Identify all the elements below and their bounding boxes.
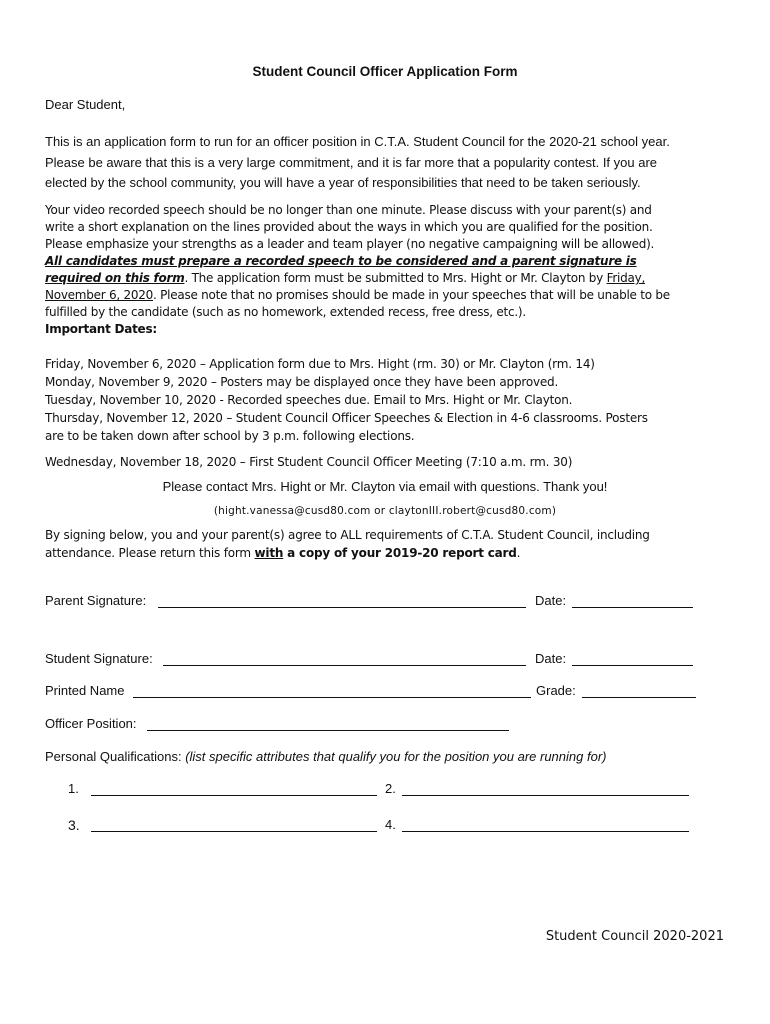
footer-text: Student Council 2020-2021 xyxy=(545,929,724,944)
requirement-text-end: required on this form xyxy=(45,271,185,285)
date-item: Tuesday, November 10, 2020 - Recorded speeches due. Email to Mrs. Hight or Mr. Clayton. xyxy=(45,393,573,407)
qualification-number-3: 3. xyxy=(68,817,80,833)
qualifications-label: Personal Qualifications: xyxy=(45,749,182,764)
agree-with: with xyxy=(254,546,284,560)
requirement-line xyxy=(45,253,670,270)
date-item: Thursday, November 12, 2020 – Student Council Officer Speeches & Election in 4-6 classrooms. Posters xyxy=(45,411,648,425)
student-date-label: Date: xyxy=(535,651,567,666)
agreement-line: attendance. Please return this form with a copy of your 2019-20 report card. xyxy=(45,546,521,560)
speech-paragraph xyxy=(45,202,670,338)
first-meeting: Wednesday, November 18, 2020 – First Student Council Officer Meeting (7:10 a.m. rm. 30) xyxy=(45,455,573,469)
qualification-line-3[interactable] xyxy=(91,831,377,832)
deadline-date: November 6, 2020 xyxy=(45,288,154,302)
promise-line: fulfilled by the candidate (such as no homework, extended recess, free dress, etc.). xyxy=(45,305,526,319)
salutation: Dear Student, xyxy=(45,97,126,112)
student-signature-line[interactable] xyxy=(163,665,526,666)
submit-text: . The application form must be submitted to Mrs. Hight or Mr. Clayton by xyxy=(184,271,607,285)
student-date-line[interactable] xyxy=(572,665,693,666)
agreement-paragraph xyxy=(45,526,650,562)
date-item: are to be taken down after school by 3 p.m. following elections. xyxy=(45,429,415,443)
qualification-number-4: 4. xyxy=(385,817,396,832)
officer-position-line[interactable] xyxy=(147,730,509,731)
contact-text: Please contact Mrs. Hight or Mr. Clayton via email with questions. Thank you! xyxy=(162,479,608,494)
agree-copy: a copy of your 2019-20 report card xyxy=(283,546,517,560)
dates-list xyxy=(45,355,648,445)
form-title: Student Council Officer Application Form xyxy=(252,64,518,79)
requirement-text: All candidates must prepare a recorded speech to be considered and a parent signature is xyxy=(45,254,637,268)
important-dates-heading: Important Dates: xyxy=(45,322,157,336)
qualification-line-1[interactable] xyxy=(91,795,377,796)
deadline-line xyxy=(45,287,670,304)
intro-line: elected by the school community, you will have a year of responsibilities that need to be taken seriously. xyxy=(45,175,641,190)
speech-line: Your video recorded speech should be no longer than one minute. Please discuss with your parent(s) and xyxy=(45,203,652,217)
parent-date-line[interactable] xyxy=(572,607,693,608)
qualification-number-2: 2. xyxy=(385,781,396,796)
agreement-line: By signing below, you and your parent(s) agree to ALL requirements of C.T.A. Student Council, including xyxy=(45,528,650,542)
qualification-number-1: 1. xyxy=(68,781,79,796)
intro-paragraph xyxy=(45,132,670,194)
grade-label: Grade: xyxy=(536,683,576,698)
printed-name-label: Printed Name xyxy=(45,683,125,698)
speech-line: Please emphasize your strengths as a leader and team player (no negative campaigning will be allowed). xyxy=(45,237,655,251)
qualification-line-2[interactable] xyxy=(402,795,689,796)
qualifications-heading xyxy=(45,749,606,764)
qualifications-hint: (list specific attributes that qualify you for the position you are running for) xyxy=(185,749,607,764)
parent-signature-label: Parent Signature: xyxy=(45,593,147,608)
intro-line: This is an application form to run for an officer position in C.T.A. Student Council for the 2020-21 school year. xyxy=(45,134,670,149)
parent-date-label: Date: xyxy=(535,593,567,608)
speech-line: write a short explanation on the lines provided about the ways in which you are qualified for the position. xyxy=(45,220,653,234)
student-signature-label: Student Signature: xyxy=(45,651,153,666)
date-item: Monday, November 9, 2020 – Posters may be displayed once they have been approved. xyxy=(45,375,559,389)
printed-name-line[interactable] xyxy=(133,697,531,698)
officer-position-label: Officer Position: xyxy=(45,716,137,731)
date-item: Friday, November 6, 2020 – Application form due to Mrs. Hight (rm. 30) or Mr. Clayton (rm. 14) xyxy=(45,357,595,371)
intro-line: Please be aware that this is a very large commitment, and it is far more that a popularity contest. If you are xyxy=(45,154,658,170)
grade-line[interactable] xyxy=(582,697,696,698)
contact-emails: (hight.vanessa@cusd80.com or claytonIII.robert@cusd80.com) xyxy=(213,505,557,517)
deadline-day: Friday, xyxy=(606,271,646,285)
promise-text: . Please note that no promises should be made in your speeches that will be unable to be xyxy=(153,288,670,302)
parent-signature-line[interactable] xyxy=(158,607,526,608)
submission-line xyxy=(45,270,670,287)
qualification-line-4[interactable] xyxy=(402,831,689,832)
